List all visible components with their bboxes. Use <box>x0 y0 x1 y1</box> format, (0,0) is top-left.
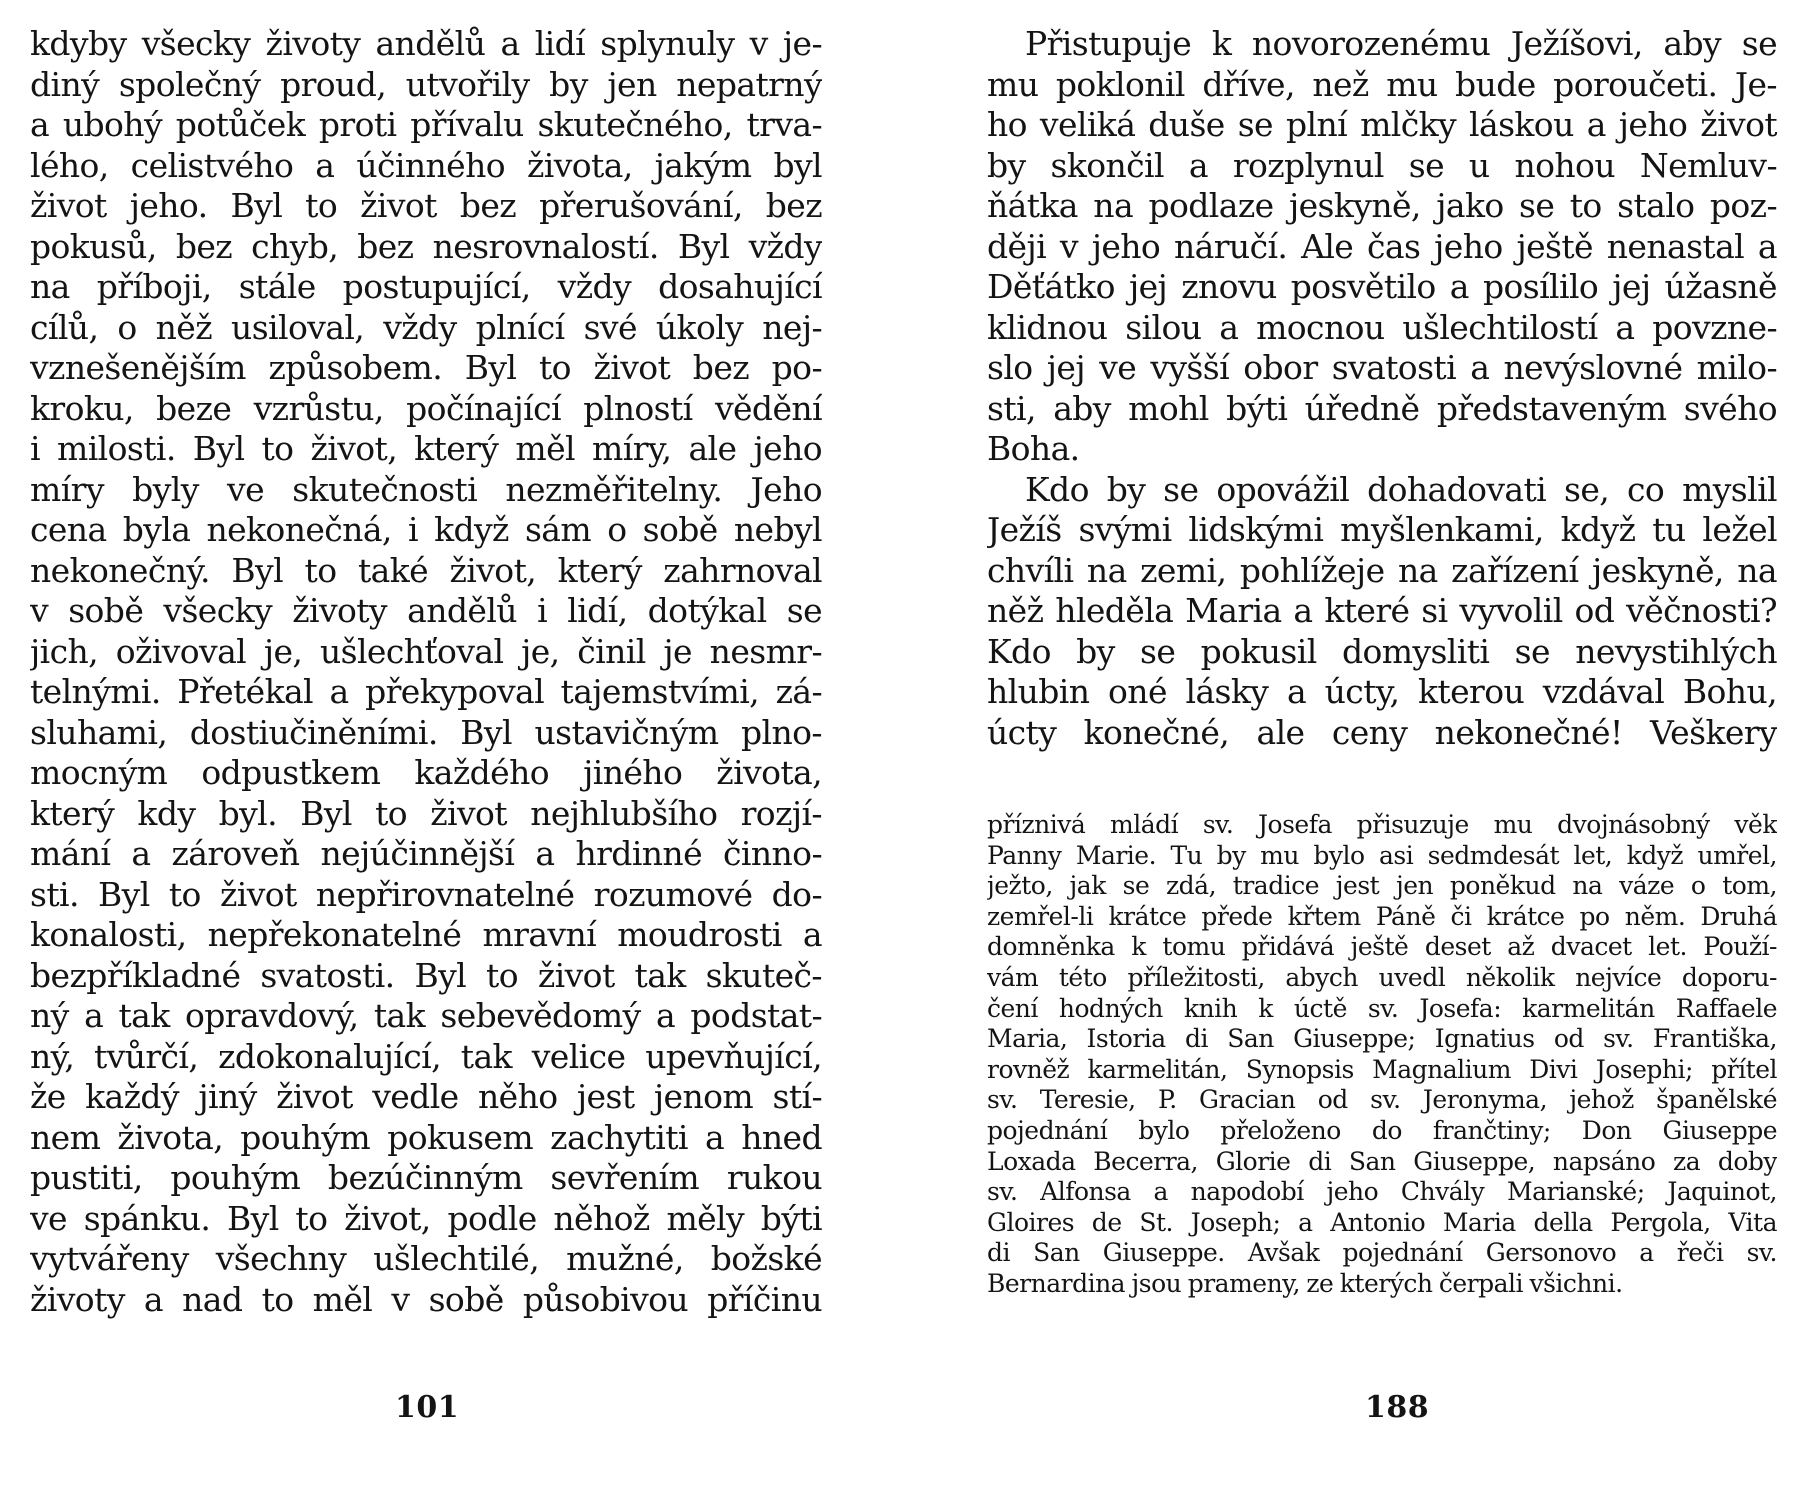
text-line: ději v jeho náručí. Ale čas jeho ještě nenastal a <box>987 226 1777 266</box>
text-line: Kdo by se opovážil dohadovati se, co myslil <box>1025 469 1777 509</box>
footnote <box>987 810 1777 1300</box>
text-line: pustiti, pouhým bezúčinným sevřením rukou <box>30 1158 822 1197</box>
right-page <box>900 0 1808 1500</box>
footnote-line: pojednání bylo přeloženo do frančtiny; Don Giuseppe <box>987 1115 1777 1145</box>
text-line: nekonečný. Byl to také život, který zahrnoval <box>30 550 822 590</box>
text-line: ho veliká duše se plní mlčky láskou a jeho život <box>987 105 1777 144</box>
text-line: nem života, pouhým pokusem zachytiti a hned <box>30 1117 822 1157</box>
footnote-line: zemřel-li krátce přede křtem Páně či krátce po něm. Druhá <box>987 901 1777 931</box>
footnote-line: Panny Marie. Tu by mu bylo asi sedmdesát let, když umřel, <box>987 840 1777 870</box>
page-number: 188 <box>1365 1390 1430 1425</box>
footnote-line: příznivá mládí sv. Josefa přisuzuje mu dvojnásobný věk <box>987 810 1777 839</box>
footnote-line: čení hodných knih k úctě sv. Josefa: karmelitán Raffaele <box>987 993 1777 1023</box>
text-line: pokusů, bez chyb, bez nesrovnalostí. Byl vždy <box>30 226 822 266</box>
text-line: sti, aby mohl býti úředně představeným svého <box>987 388 1777 428</box>
right-page-body-text <box>987 24 1777 753</box>
text-line: i milosti. Byl to život, který měl míry, ale jeho <box>30 429 822 468</box>
footnote-line: vám této příležitosti, abych uvedl několik nejvíce doporu- <box>987 962 1777 992</box>
text-line: Ježíš svými lidskými myšlenkami, když tu ležel <box>987 510 1777 549</box>
footnote-line: Loxada Becerra, Glorie di San Giuseppe, napsáno za doby <box>987 1146 1777 1176</box>
text-line: jich, oživoval je, ušlechťoval je, činil je nesmr- <box>30 631 822 671</box>
text-line: že každý jiný život vedle něho jest jenom stí- <box>30 1077 822 1116</box>
text-line: telnými. Přetékal a překypoval tajemstvími, zá- <box>30 672 822 711</box>
text-line: diný společný proud, utvořily by jen nepatrný <box>30 64 822 104</box>
text-line: bezpříkladné svatosti. Byl to život tak skuteč- <box>30 955 822 995</box>
text-line: sti. Byl to život nepřirovnatelné rozumové do- <box>30 874 822 914</box>
footnote-line: domněnka k tomu přidává ještě deset až dvacet let. Použí- <box>987 932 1777 962</box>
left-page-body-text <box>30 24 822 1320</box>
text-line: na příboji, stále postupující, vždy dosahující <box>30 267 822 306</box>
text-line: míry byly ve skutečnosti nezměřitelny. Jeho <box>30 469 822 509</box>
text-line: slo jej ve vyšší obor svatosti a nevýslovné milo- <box>987 348 1777 387</box>
text-line: by skončil a rozplynul se u nohou Nemluv- <box>987 145 1777 185</box>
left-page <box>0 0 880 1500</box>
text-line: cílů, o něž usiloval, vždy plnící své úkoly nej- <box>30 307 822 347</box>
text-line: ve spánku. Byl to život, podle něhož měly býti <box>30 1198 822 1238</box>
text-line: lého, celistvého a účinného života, jakým byl <box>30 145 822 185</box>
footnote-line: Bernardina jsou prameny, ze kterých čerpali všichni. <box>987 1268 1623 1298</box>
text-line: který kdy byl. Byl to život nejhlubšího rozjí- <box>30 793 822 833</box>
text-line: Přistupuje k novorozenému Ježíšovi, aby se <box>1025 24 1777 63</box>
footnote-line: sv. Teresie, P. Gracian od sv. Jeronyma, jehož španělské <box>987 1085 1777 1115</box>
text-line: životy a nad to měl v sobě působivou příčinu <box>30 1279 822 1319</box>
text-line: Děťátko jej znovu posvětilo a posílilo jej úžasně <box>987 267 1777 306</box>
footnote-line: Maria, Istoria di San Giuseppe; Ignatius od sv. Františka, <box>987 1024 1777 1054</box>
text-line: Boha. <box>987 429 1080 468</box>
text-line: hlubin oné lásky a úcty, kterou vzdával Bohu, <box>987 672 1777 711</box>
text-line: život jeho. Byl to život bez přerušování, bez <box>30 186 822 225</box>
text-line: úcty konečné, ale ceny nekonečné! Veškery <box>987 712 1777 752</box>
footnote-line: ježto, jak se zdá, tradice jest jen poněkud na váze o tom, <box>987 871 1777 901</box>
text-line: klidnou silou a mocnou ušlechtilostí a povzne- <box>987 307 1777 347</box>
page-number: 101 <box>395 1390 460 1425</box>
text-line: kdyby všecky životy andělů a lidí splynuly v je- <box>30 24 822 63</box>
text-line: sluhami, dostiučiněními. Byl ustavičným plno- <box>30 712 822 752</box>
footnote-line: rovněž karmelitán, Synopsis Magnalium Divi Josephi; přítel <box>987 1054 1777 1084</box>
text-line: vytvářeny všechny ušlechtilé, mužné, božské <box>30 1239 822 1278</box>
text-line: ňátka na podlaze jeskyně, jako se to stalo poz- <box>987 186 1777 225</box>
text-line: mání a zároveň nejúčinnější a hrdinné činno- <box>30 834 822 873</box>
text-line: ný, tvůrčí, zdokonalující, tak velice upevňující, <box>30 1036 822 1076</box>
text-line: a ubohý potůček proti přívalu skutečného, trva- <box>30 105 822 144</box>
text-line: cena byla nekonečná, i když sám o sobě nebyl <box>30 510 822 549</box>
footnote-line: di San Giuseppe. Avšak pojednání Gersonovo a řeči sv. <box>987 1238 1777 1268</box>
text-line: vznešenějším způsobem. Byl to život bez po- <box>30 348 822 387</box>
text-line: něž hleděla Maria a které si vyvolil od věčnosti? <box>987 591 1777 630</box>
text-line: kroku, beze vzrůstu, počínající plností vědění <box>30 388 822 428</box>
text-line: Kdo by se pokusil domysliti se nevystihlých <box>987 631 1777 671</box>
text-line: v sobě všecky životy andělů i lidí, dotýkal se <box>30 591 822 630</box>
text-line: ný a tak opravdový, tak sebevědomý a podstat- <box>30 996 822 1035</box>
text-line: konalosti, nepřekonatelné mravní moudrosti a <box>30 915 822 954</box>
text-line: mocným odpustkem každého jiného života, <box>30 753 822 792</box>
text-line: chvíli na zemi, pohlížeje na zařízení jeskyně, na <box>987 550 1777 590</box>
text-line: mu poklonil dříve, než mu bude poroučeti. Je- <box>987 64 1777 104</box>
footnote-line: Gloires de St. Joseph; a Antonio Maria della Pergola, Vita <box>987 1207 1777 1237</box>
footnote-line: sv. Alfonsa a napodobí jeho Chvály Marianské; Jaquinot, <box>987 1177 1777 1207</box>
